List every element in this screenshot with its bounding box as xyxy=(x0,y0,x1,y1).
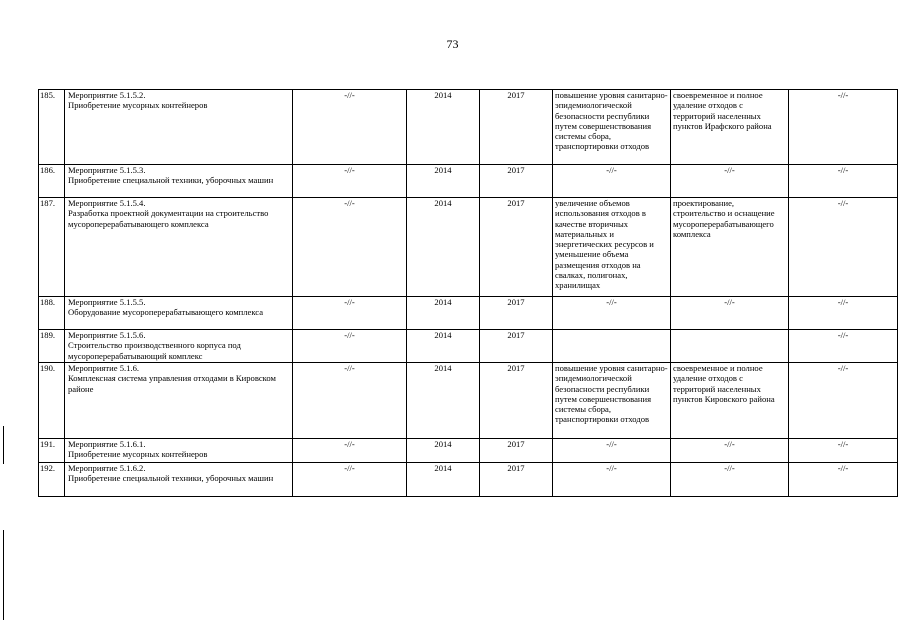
end-year-cell: 2017 xyxy=(480,165,553,198)
measure-title: Мероприятие 5.1.6.1. xyxy=(68,439,146,449)
link-cell: -//- xyxy=(789,330,898,363)
table-row xyxy=(39,198,898,297)
measure-text: Разработка проектной документации на строительство мусороперерабатывающего комплекса xyxy=(68,208,269,229)
row-number: 185. xyxy=(39,90,65,165)
table-row xyxy=(39,297,898,330)
start-year-cell: 2014 xyxy=(407,297,480,330)
table-row xyxy=(39,90,898,165)
measure-text: Приобретение специальной техники, уборочных машин xyxy=(68,473,274,484)
consequence-cell xyxy=(671,330,789,363)
link-cell: -//- xyxy=(789,463,898,497)
consequence-cell: -//- xyxy=(671,439,789,463)
result-cell: повышение уровня санитарно-эпидемиологической безопасности республики путем совершенствования системы сбора, транспортировки отходов xyxy=(553,363,671,439)
consequence-cell: своевременное и полное удаление отходов с территорий населенных пунктов Ирафского района xyxy=(671,90,789,165)
start-year-cell: 2014 xyxy=(407,463,480,497)
measure-text: Приобретение мусорных контейнеров xyxy=(68,100,208,111)
measure-text: Строительство производственного корпуса под мусороперерабатывающий комплекс xyxy=(68,340,241,361)
scan-edge-mark xyxy=(3,530,4,620)
end-year-cell: 2017 xyxy=(480,90,553,165)
measure-cell xyxy=(65,198,293,297)
measure-cell xyxy=(65,165,293,198)
executor-cell: -//- xyxy=(293,165,407,198)
row-number: 192. xyxy=(39,463,65,497)
measure-title: Мероприятие 5.1.6.2. xyxy=(68,463,146,473)
link-cell: -//- xyxy=(789,363,898,439)
executor-cell: -//- xyxy=(293,463,407,497)
table-body xyxy=(39,90,898,497)
end-year-cell: 2017 xyxy=(480,463,553,497)
measure-title: Мероприятие 5.1.5.5. xyxy=(68,297,146,307)
executor-cell: -//- xyxy=(293,198,407,297)
measure-title: Мероприятие 5.1.5.6. xyxy=(68,330,146,340)
measure-cell xyxy=(65,463,293,497)
consequence-cell: -//- xyxy=(671,463,789,497)
result-cell: повышение уровня санитарно-эпидемиологической безопасности республики путем совершенствования системы сбора, транспортировки отходов xyxy=(553,90,671,165)
result-cell: -//- xyxy=(553,439,671,463)
row-number: 189. xyxy=(39,330,65,363)
executor-cell: -//- xyxy=(293,330,407,363)
start-year-cell: 2014 xyxy=(407,439,480,463)
result-cell xyxy=(553,330,671,363)
executor-cell: -//- xyxy=(293,90,407,165)
link-cell: -//- xyxy=(789,165,898,198)
row-number: 186. xyxy=(39,165,65,198)
link-cell: -//- xyxy=(789,198,898,297)
end-year-cell: 2017 xyxy=(480,363,553,439)
start-year-cell: 2014 xyxy=(407,198,480,297)
executor-cell: -//- xyxy=(293,297,407,330)
measure-cell xyxy=(65,330,293,363)
link-cell: -//- xyxy=(789,439,898,463)
end-year-cell: 2017 xyxy=(480,198,553,297)
start-year-cell: 2014 xyxy=(407,363,480,439)
measure-title: Мероприятие 5.1.5.3. xyxy=(68,165,146,175)
executor-cell: -//- xyxy=(293,439,407,463)
measure-title: Мероприятие 5.1.6. xyxy=(68,363,140,373)
measure-text: Оборудование мусороперерабатывающего комплекса xyxy=(68,307,264,318)
scan-edge-mark xyxy=(3,426,4,464)
start-year-cell: 2014 xyxy=(407,330,480,363)
measure-cell xyxy=(65,439,293,463)
consequence-cell: -//- xyxy=(671,297,789,330)
row-number: 188. xyxy=(39,297,65,330)
table-row xyxy=(39,363,898,439)
measure-text: Приобретение мусорных контейнеров xyxy=(68,449,208,460)
measure-cell xyxy=(65,90,293,165)
measure-cell xyxy=(65,297,293,330)
consequence-cell: проектирование, строительство и оснащение мусороперерабатывающего комплекса xyxy=(671,198,789,297)
end-year-cell: 2017 xyxy=(480,330,553,363)
consequence-cell: своевременное и полное удаление отходов с территорий населенных пунктов Кировского района xyxy=(671,363,789,439)
result-cell: -//- xyxy=(553,463,671,497)
table-row xyxy=(39,463,898,497)
end-year-cell: 2017 xyxy=(480,297,553,330)
measure-text: Комплексная система управления отходами в Кировском районе xyxy=(68,373,276,394)
measure-cell xyxy=(65,363,293,439)
measure-title: Мероприятие 5.1.5.4. xyxy=(68,198,146,208)
start-year-cell: 2014 xyxy=(407,90,480,165)
result-cell: -//- xyxy=(553,165,671,198)
row-number: 191. xyxy=(39,439,65,463)
link-cell: -//- xyxy=(789,90,898,165)
measures-table xyxy=(38,89,898,497)
table-row xyxy=(39,330,898,363)
consequence-cell: -//- xyxy=(671,165,789,198)
link-cell: -//- xyxy=(789,297,898,330)
measure-text: Приобретение специальной техники, уборочных машин xyxy=(68,175,274,186)
start-year-cell: 2014 xyxy=(407,165,480,198)
end-year-cell: 2017 xyxy=(480,439,553,463)
result-cell: -//- xyxy=(553,297,671,330)
table-row xyxy=(39,165,898,198)
row-number: 187. xyxy=(39,198,65,297)
measure-title: Мероприятие 5.1.5.2. xyxy=(68,90,146,100)
table-row xyxy=(39,439,898,463)
executor-cell: -//- xyxy=(293,363,407,439)
row-number: 190. xyxy=(39,363,65,439)
page-number: 73 xyxy=(446,37,459,51)
result-cell: увеличение объемов использования отходов в качестве вторичных материальных и энергетических ресурсов и уменьшение объема размещения отходов на свалках, полигонах, хранилищах xyxy=(553,198,671,297)
